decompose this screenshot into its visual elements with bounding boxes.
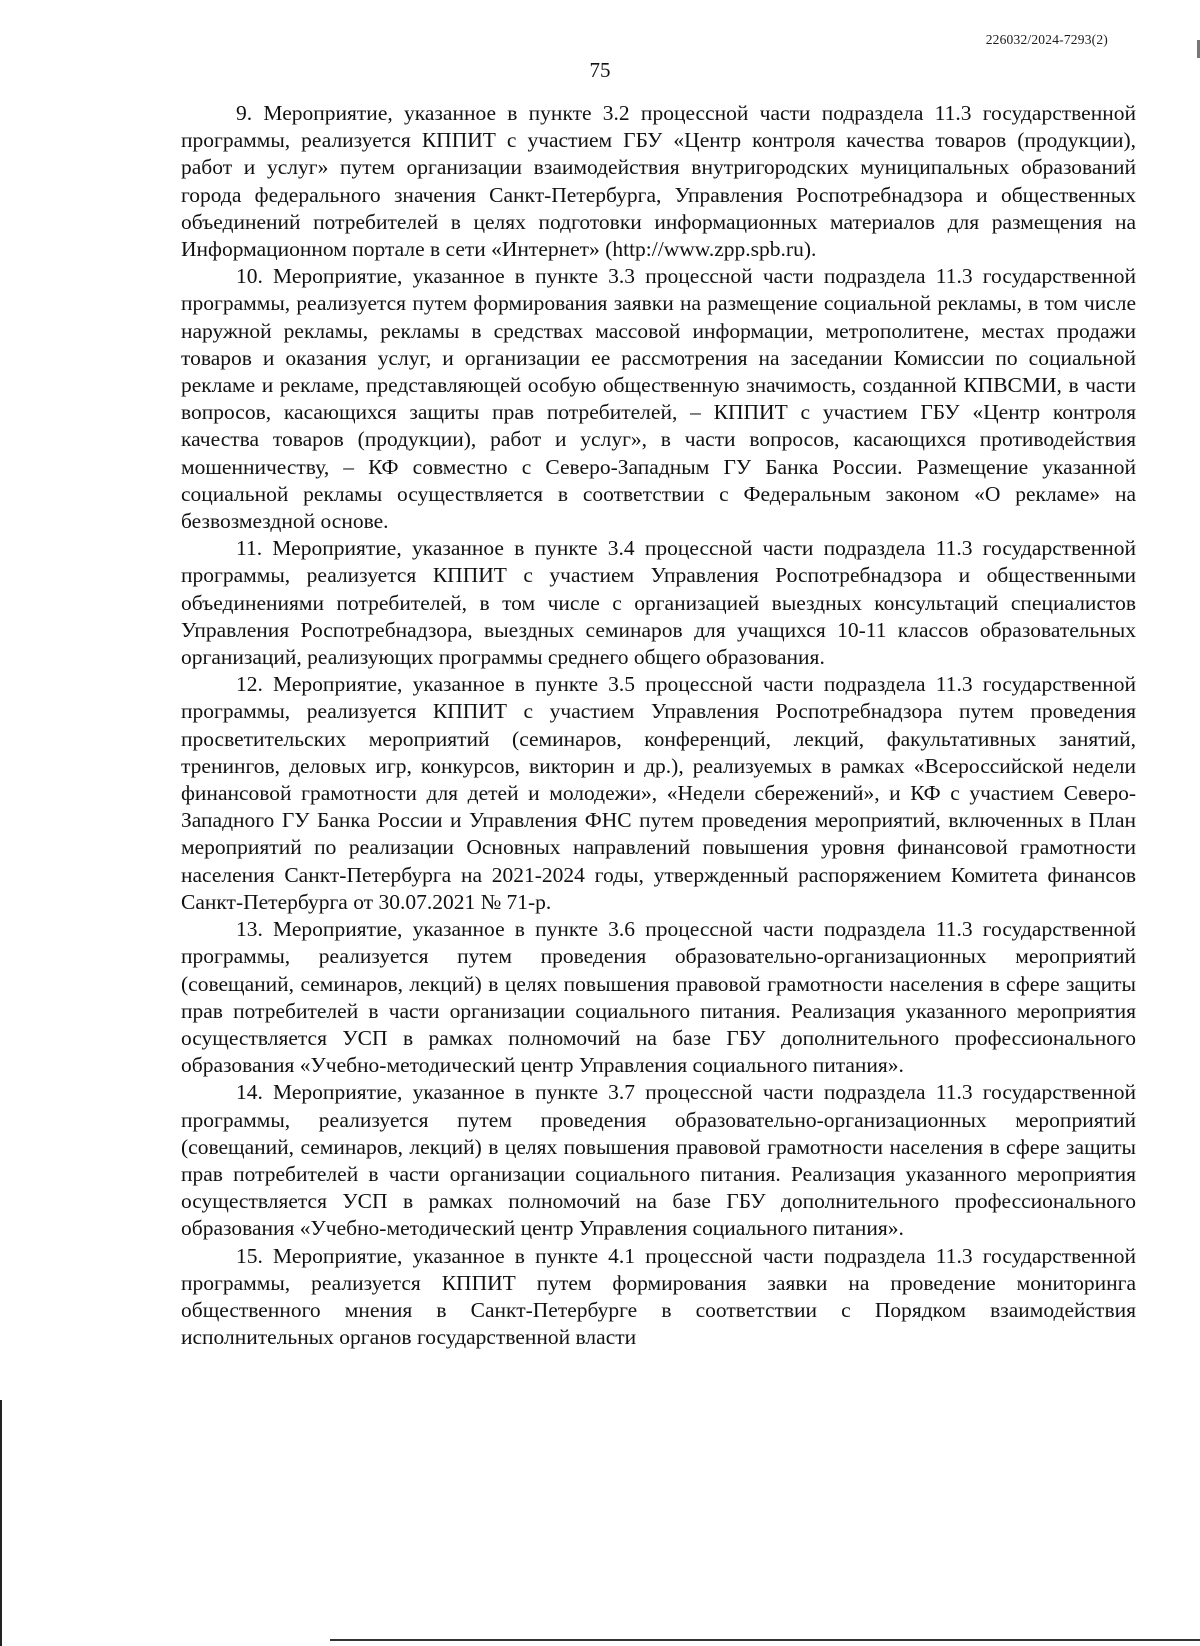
paragraph-15: 15. Мероприятие, указанное в пункте 4.1 процессной части подраздела 11.3 государственной программы, реализуется КППИТ путем формирования заявки на проведение мониторинга общественного мнения в Санкт-Петербурге в соответствии с Порядком взаимодействия исполнительных органов государственной власти	[181, 1243, 1136, 1350]
paragraph-11: 11. Мероприятие, указанное в пункте 3.4 процессной части подраздела 11.3 государственной программы, реализуется КППИТ с участием Управления Роспотребнадзора и общественными объединениями потребителей, в том числе с организацией выездных консультаций специалистов Управления Роспотребнадзора, выездных семинаров для учащихся 10-11 классов образовательных организаций, реализующих программы среднего общего образования.	[181, 536, 1136, 670]
paragraph-13: 13. Мероприятие, указанное в пункте 3.6 процессной части подраздела 11.3 государственной программы, реализуется путем проведения образовательно-организационных мероприятий (совещаний, семинаров, лекций) в целях повышения правовой грамотности населения в сфере защиты прав потребителей в части организации социального питания. Реализация указанного мероприятия осуществляется УСП в рамках полномочий на базе ГБУ дополнительного профессионального образования «Учебно-методический центр Управления социального питания».	[181, 917, 1136, 1078]
document-body	[181, 100, 1136, 1351]
scan-edge-left	[0, 1400, 2, 1646]
paragraph-14: 14. Мероприятие, указанное в пункте 3.7 процессной части подраздела 11.3 государственной программы, реализуется путем проведения образовательно-организационных мероприятий (совещаний, семинаров, лекций) в целях повышения правовой грамотности населения в сфере защиты прав потребителей в части организации социального питания. Реализация указанного мероприятия осуществляется УСП в рамках полномочий на базе ГБУ дополнительного профессионального образования «Учебно-методический центр Управления социального питания».	[181, 1080, 1136, 1241]
page-number: 75	[589, 58, 611, 82]
scan-edge-bottom	[330, 1639, 1200, 1641]
paragraph-10: 10. Мероприятие, указанное в пункте 3.3 процессной части подраздела 11.3 государственной программы, реализуется путем формирования заявки на размещение социальной рекламы, в том числе наружной рекламы, рекламы в средствах массовой информации, метрополитене, местах продажи товаров и оказания услуг, и организации ее рассмотрения на заседании Комиссии по социальной рекламе и рекламе, представляющей особую общественную значимость, созданной КПВСМИ, в части вопросов, касающихся защиты прав потребителей, – КППИТ с участием ГБУ «Центр контроля качества товаров (продукции), работ и услуг», в части вопросов, касающихся противодействия мошенничеству, – КФ совместно с Северо-Западным ГУ Банка России. Размещение указанной социальной рекламы осуществляется в соответствии с Федеральным законом «О рекламе» на безвозмездной основе.	[181, 264, 1136, 534]
paragraph-9: 9. Мероприятие, указанное в пункте 3.2 процессной части подраздела 11.3 государственной программы, реализуется КППИТ с участием ГБУ «Центр контроля качества товаров (продукции), работ и услуг» путем организации взаимодействия внутригородских муниципальных образований города федерального значения Санкт-Петербурга, Управления Роспотребнадзора и общественных объединений потребителей в целях подготовки информационных материалов для размещения на Информационном портале в сети «Интернет» (http://www.zpp.spb.ru).	[181, 101, 1136, 262]
paragraph-12: 12. Мероприятие, указанное в пункте 3.5 процессной части подраздела 11.3 государственной программы, реализуется КППИТ с участием Управления Роспотребнадзора путем проведения просветительских мероприятий (семинаров, конференций, лекций, факультативных занятий, тренингов, деловых игр, конкурсов, викторин и др.), реализуемых в рамках «Всероссийской недели финансовой грамотности для детей и молодежи», «Недели сбережений», и КФ с участием Северо-Западного ГУ Банка России и Управления ФНС путем проведения мероприятий, включенных в План мероприятий по реализации Основных направлений повышения уровня финансовой грамотности населения Санкт-Петербурга на 2021-2024 годы, утвержденный распоряжением Комитета финансов Санкт-Петербурга от 30.07.2021 № 71-р.	[181, 672, 1136, 914]
document-id: 226032/2024-7293(2)	[985, 32, 1108, 47]
